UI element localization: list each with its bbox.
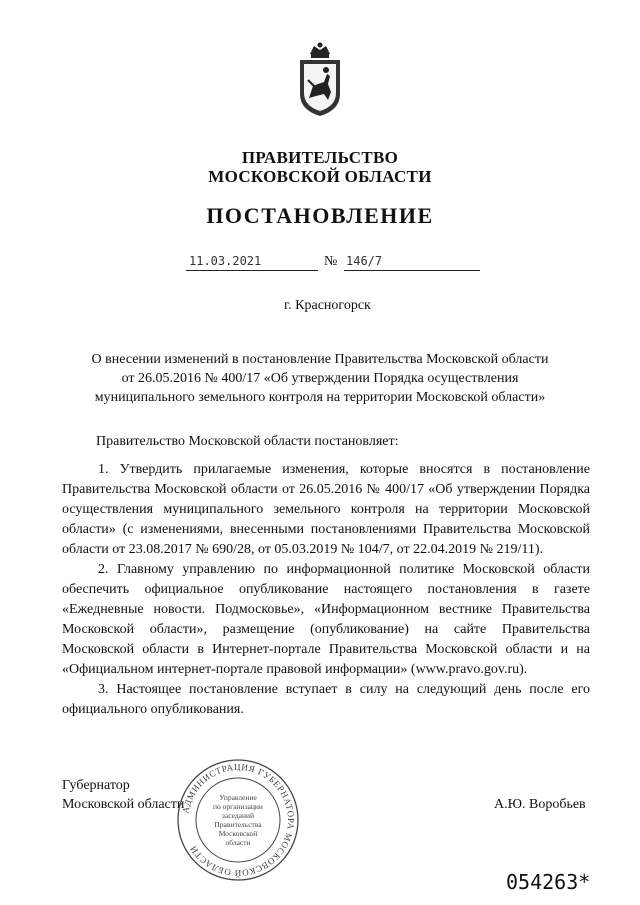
paragraph-1: 1. Утвердить прилагаемые изменения, которые вносятся в постановление Правительства Московской области от 26.05.2016 № 400/17 «Об утверждении Порядка осуществления муниципального земельного контроля на территории Московской области» (с изменениями, внесенными постановлениями Правительства Московской области от 23.08.2017 № 690/28, от 05.03.2019 № 104/7, от 22.04.2019 № 219/11). (62, 462, 590, 557)
stamp-center-line-4: Правительства (214, 820, 262, 829)
document-date: 11.03.2021 (189, 254, 262, 268)
stamp-center-line-1: Управление (219, 793, 257, 802)
title-line-3: муниципального земельного контроля на территории Московской области» (94, 390, 546, 405)
registration-number: 054263* (506, 870, 591, 894)
title-line-2: от 26.05.2016 № 400/17 «Об утверждении Порядка осуществления (121, 371, 519, 386)
stamp-center-line-2: по организации (213, 802, 263, 811)
official-stamp (176, 758, 300, 882)
document-title (0, 350, 640, 407)
coat-of-arms-emblem (296, 40, 344, 118)
date-field (186, 254, 318, 271)
stamp-ring-text: АДМИНИСТРАЦИЯ ГУБЕРНАТОРА МОСКОВСКОЙ ОБЛАСТИ (180, 761, 297, 879)
stamp-center-line-3: заседаний (221, 811, 255, 820)
org-name-line1: ПРАВИТЕЛЬСТВО (241, 148, 399, 167)
signatory-position-line1: Губернатор (62, 778, 130, 793)
title-line-1: О внесении изменений в постановление Правительства Московской области (91, 352, 549, 367)
signatory-position-line2: Московской области (62, 797, 185, 812)
paragraph-3: 3. Настоящее постановление вступает в силу на следующий день после его официального опубликования. (62, 682, 590, 717)
paragraph-2: 2. Главному управлению по информационной политике Московской области обеспечить официальное опубликование настоящего постановления в газете «Ежедневные новости. Подмосковье», «Информационном вестнике Правительства Московской области», размещение (опубликование) на сайте Правительства Московской области в Интернет-портале Правительства Московской области и на «Официальном интернет-портале правовой информации» (www.pravo.gov.ru). (62, 562, 590, 677)
stamp-center-line-6: области (225, 838, 251, 847)
signatory-name: А.Ю. Воробьев (494, 797, 586, 812)
number-field (344, 254, 480, 271)
org-name-line2: МОСКОВСКОЙ ОБЛАСТИ (208, 167, 432, 186)
document-type: ПОСТАНОВЛЕНИЕ (206, 203, 434, 228)
body-paragraphs (62, 460, 590, 720)
number-label: № (324, 254, 338, 269)
city: г. Красногорск (284, 298, 371, 313)
document-number: 146/7 (346, 254, 383, 268)
intro-text: Правительство Московской области постановляет: (96, 434, 399, 449)
stamp-center-line-5: Московской (218, 829, 258, 838)
